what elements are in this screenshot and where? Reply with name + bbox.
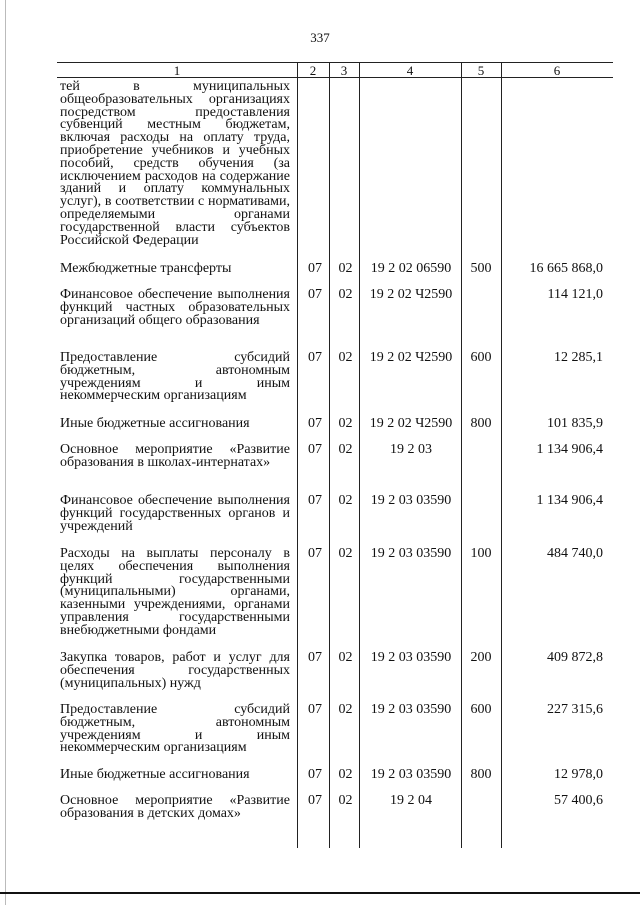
row-description: Межбюджетные трансферты bbox=[60, 261, 232, 276]
row-subsection: 02 bbox=[338, 493, 353, 508]
row-target-code: 19 2 03 03590 bbox=[370, 702, 452, 717]
row-description: Иные бюджетные ассигнования bbox=[60, 767, 250, 782]
row-section: 07 bbox=[308, 650, 322, 665]
row-amount: 1 134 906,4 bbox=[536, 442, 603, 457]
page-number: 337 bbox=[310, 30, 330, 45]
row-subsection: 02 bbox=[338, 767, 353, 782]
row-target-code: 19 2 02 Ч2590 bbox=[369, 350, 453, 365]
row-target-code: 19 2 03 03590 bbox=[370, 546, 452, 561]
header-bottom-border bbox=[57, 77, 613, 78]
column-header: 4 bbox=[406, 63, 414, 78]
column-divider bbox=[359, 62, 360, 848]
row-description: Основное мероприятие «Развитие образования в школах-интернатах» bbox=[60, 442, 290, 470]
row-expense-type: 600 bbox=[470, 350, 492, 365]
scan-edge-line bbox=[5, 0, 6, 905]
row-section: 07 bbox=[308, 702, 322, 717]
row-amount: 16 665 868,0 bbox=[529, 261, 603, 276]
row-target-code: 19 2 03 bbox=[390, 442, 432, 457]
row-amount: 484 740,0 bbox=[547, 546, 603, 561]
row-subsection: 02 bbox=[338, 416, 353, 431]
row-description: Предоставление субсидий бюджетным, автономным учреждениям и иным некоммерческим организациям bbox=[60, 702, 290, 756]
row-subsection: 02 bbox=[338, 442, 353, 457]
row-section: 07 bbox=[308, 493, 322, 508]
row-subsection: 02 bbox=[338, 546, 353, 561]
row-target-code: 19 2 03 03590 bbox=[370, 650, 452, 665]
row-subsection: 02 bbox=[338, 650, 353, 665]
row-target-code: 19 2 03 03590 bbox=[370, 493, 452, 508]
row-subsection: 02 bbox=[338, 261, 353, 276]
row-section: 07 bbox=[308, 442, 322, 457]
row-target-code: 19 2 04 bbox=[390, 793, 432, 808]
row-description: Закупка товаров, работ и услуг для обеспечения государственных (муниципальных) нужд bbox=[60, 650, 290, 691]
row-subsection: 02 bbox=[338, 287, 353, 302]
column-header: 3 bbox=[340, 63, 348, 78]
scan-bottom-edge bbox=[0, 892, 640, 894]
row-description: Расходы на выплаты персоналу в целях обеспечения выполнения функций государственными (муниципальными) органами, казенными учреждениями, органами управления государственными внебюджетными фондами bbox=[60, 546, 290, 638]
column-header: 5 bbox=[477, 63, 485, 78]
row-amount: 101 835,9 bbox=[547, 416, 603, 431]
budget-table bbox=[57, 62, 613, 848]
row-amount: 114 121,0 bbox=[547, 287, 603, 302]
row-expense-type: 500 bbox=[470, 261, 492, 276]
row-expense-type: 800 bbox=[470, 767, 492, 782]
row-target-code: 19 2 02 Ч2590 bbox=[369, 416, 453, 431]
row-target-code: 19 2 03 03590 bbox=[370, 767, 452, 782]
row-target-code: 19 2 02 06590 bbox=[370, 261, 452, 276]
row-expense-type: 200 bbox=[470, 650, 492, 665]
row-amount: 57 400,6 bbox=[554, 793, 603, 808]
row-description: Предоставление субсидий бюджетным, автономным учреждениям и иным некоммерческим организациям bbox=[60, 350, 290, 404]
row-expense-type: 600 bbox=[470, 702, 492, 717]
column-header: 2 bbox=[309, 63, 317, 78]
row-subsection: 02 bbox=[338, 793, 353, 808]
column-divider bbox=[329, 62, 330, 848]
row-description: Основное мероприятие «Развитие образования в детских домах» bbox=[60, 793, 290, 821]
row-description: Финансовое обеспечение выполнения функций частных образовательных организаций общего образования bbox=[60, 287, 290, 328]
row-description: Иные бюджетные ассигнования bbox=[60, 416, 250, 431]
row-section: 07 bbox=[308, 261, 322, 276]
column-divider bbox=[461, 62, 462, 848]
row-section: 07 bbox=[308, 546, 322, 561]
row-description: тей в муниципальных общеобразовательных организациях посредством предоставления субвенций местным бюджетам, включая расходы на оплату труда, приобретение учебников и учебных пособий, средств обучения (за исключением расходов на содержание зданий и оплату коммунальных услуг), в соответствии с нормативами, определяемыми органами государственной власти субъектов Российской Федерации bbox=[60, 79, 290, 248]
row-target-code: 19 2 02 Ч2590 bbox=[369, 287, 453, 302]
table-top-border bbox=[57, 62, 613, 63]
row-section: 07 bbox=[308, 416, 322, 431]
row-amount: 1 134 906,4 bbox=[536, 493, 603, 508]
row-section: 07 bbox=[308, 350, 322, 365]
row-amount: 12 978,0 bbox=[554, 767, 603, 782]
column-divider bbox=[297, 62, 298, 848]
row-description: Финансовое обеспечение выполнения функций государственных органов и учреждений bbox=[60, 493, 290, 534]
row-subsection: 02 bbox=[338, 702, 353, 717]
row-amount: 409 872,8 bbox=[547, 650, 603, 665]
row-amount: 12 285,1 bbox=[554, 350, 603, 365]
row-subsection: 02 bbox=[338, 350, 353, 365]
row-amount: 227 315,6 bbox=[547, 702, 603, 717]
row-section: 07 bbox=[308, 287, 322, 302]
column-header: 6 bbox=[553, 63, 561, 78]
column-divider bbox=[501, 62, 502, 848]
row-section: 07 bbox=[308, 793, 322, 808]
row-section: 07 bbox=[308, 767, 322, 782]
column-header: 1 bbox=[173, 63, 181, 78]
row-expense-type: 100 bbox=[470, 546, 492, 561]
row-expense-type: 800 bbox=[470, 416, 492, 431]
